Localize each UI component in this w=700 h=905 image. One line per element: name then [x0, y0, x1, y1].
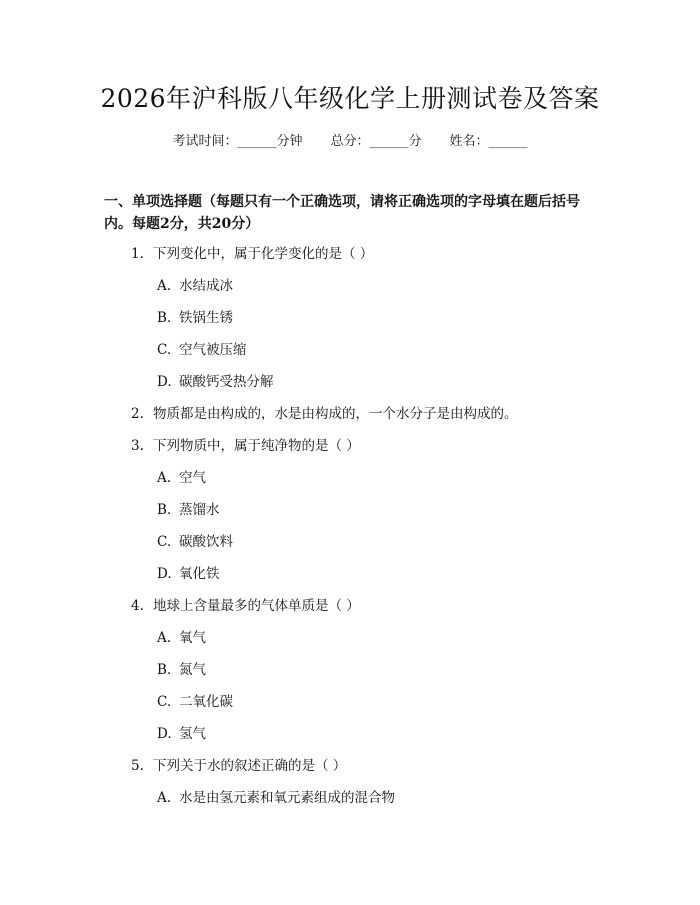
question-1-option-d — [157, 372, 274, 392]
option-text: 二氧化碳 — [179, 694, 233, 710]
question-text: 下列关于水的叙述正确的是（ ） — [153, 758, 347, 774]
option-text: 氮气 — [179, 662, 206, 678]
option-text: 空气被压缩 — [179, 342, 247, 358]
question-1 — [131, 244, 373, 264]
student-name-field: 姓名：______ — [449, 134, 528, 149]
question-1-option-a — [157, 276, 233, 296]
question-5 — [131, 756, 346, 776]
question-3-option-c — [157, 532, 233, 552]
exam-meta-line — [0, 132, 700, 152]
option-letter: A. — [157, 630, 172, 646]
option-text: 氧化铁 — [179, 566, 220, 582]
option-letter: D. — [157, 566, 172, 582]
question-number: 2. — [131, 406, 144, 422]
question-5-option-a — [157, 788, 395, 808]
question-1-option-b — [157, 308, 233, 328]
question-4-option-d — [157, 724, 206, 744]
option-letter: A. — [157, 790, 172, 806]
question-text: 下列变化中，属于化学变化的是（ ） — [153, 246, 374, 262]
question-text: 物质都是由构成的，水是由构成的，一个水分子是由构成的。 — [153, 406, 518, 422]
question-3-option-a — [157, 468, 206, 488]
question-number: 4. — [131, 598, 144, 614]
option-text: 空气 — [179, 470, 206, 486]
option-letter: A. — [157, 470, 172, 486]
option-letter: B. — [157, 502, 172, 518]
option-letter: B. — [157, 662, 172, 678]
question-4-option-c — [157, 692, 233, 712]
question-4-option-a — [157, 628, 206, 648]
question-text: 下列物质中，属于纯净物的是（ ） — [153, 438, 360, 454]
option-text: 蒸馏水 — [179, 502, 220, 518]
option-letter: B. — [157, 310, 172, 326]
option-letter: A. — [157, 278, 172, 294]
option-text: 水结成冰 — [179, 278, 233, 294]
option-text: 铁锅生锈 — [179, 310, 233, 326]
page-title: 2026年沪科版八年级化学上册测试卷及答案 — [100, 84, 600, 113]
option-letter: D. — [157, 374, 172, 390]
option-text: 碳酸饮料 — [179, 534, 233, 550]
question-number: 5. — [131, 758, 144, 774]
option-letter: C. — [157, 534, 172, 550]
question-3-option-d — [157, 564, 220, 584]
question-3-option-b — [157, 500, 220, 520]
question-1-option-c — [157, 340, 247, 360]
question-2 — [131, 404, 518, 424]
option-text: 氧气 — [179, 630, 206, 646]
total-score-field: 总分：______分 — [330, 134, 422, 149]
section-heading-single-choice: 一、单项选择题（每题只有一个正确选项，请将正确选项的字母填在题后括号内。每题2分，共20分） — [104, 194, 580, 232]
option-text: 氢气 — [179, 726, 206, 742]
question-number: 1. — [131, 246, 144, 262]
option-text: 水是由氢元素和氧元素组成的混合物 — [179, 790, 395, 806]
question-4-option-b — [157, 660, 206, 680]
question-number: 3. — [131, 438, 144, 454]
question-text: 地球上含量最多的气体单质是（ ） — [153, 598, 360, 614]
question-4 — [131, 596, 360, 616]
option-text: 碳酸钙受热分解 — [179, 374, 274, 390]
option-letter: C. — [157, 694, 172, 710]
option-letter: D. — [157, 726, 172, 742]
question-3 — [131, 436, 360, 456]
exam-time-field: 考试时间：______分钟 — [172, 134, 303, 149]
option-letter: C. — [157, 342, 172, 358]
